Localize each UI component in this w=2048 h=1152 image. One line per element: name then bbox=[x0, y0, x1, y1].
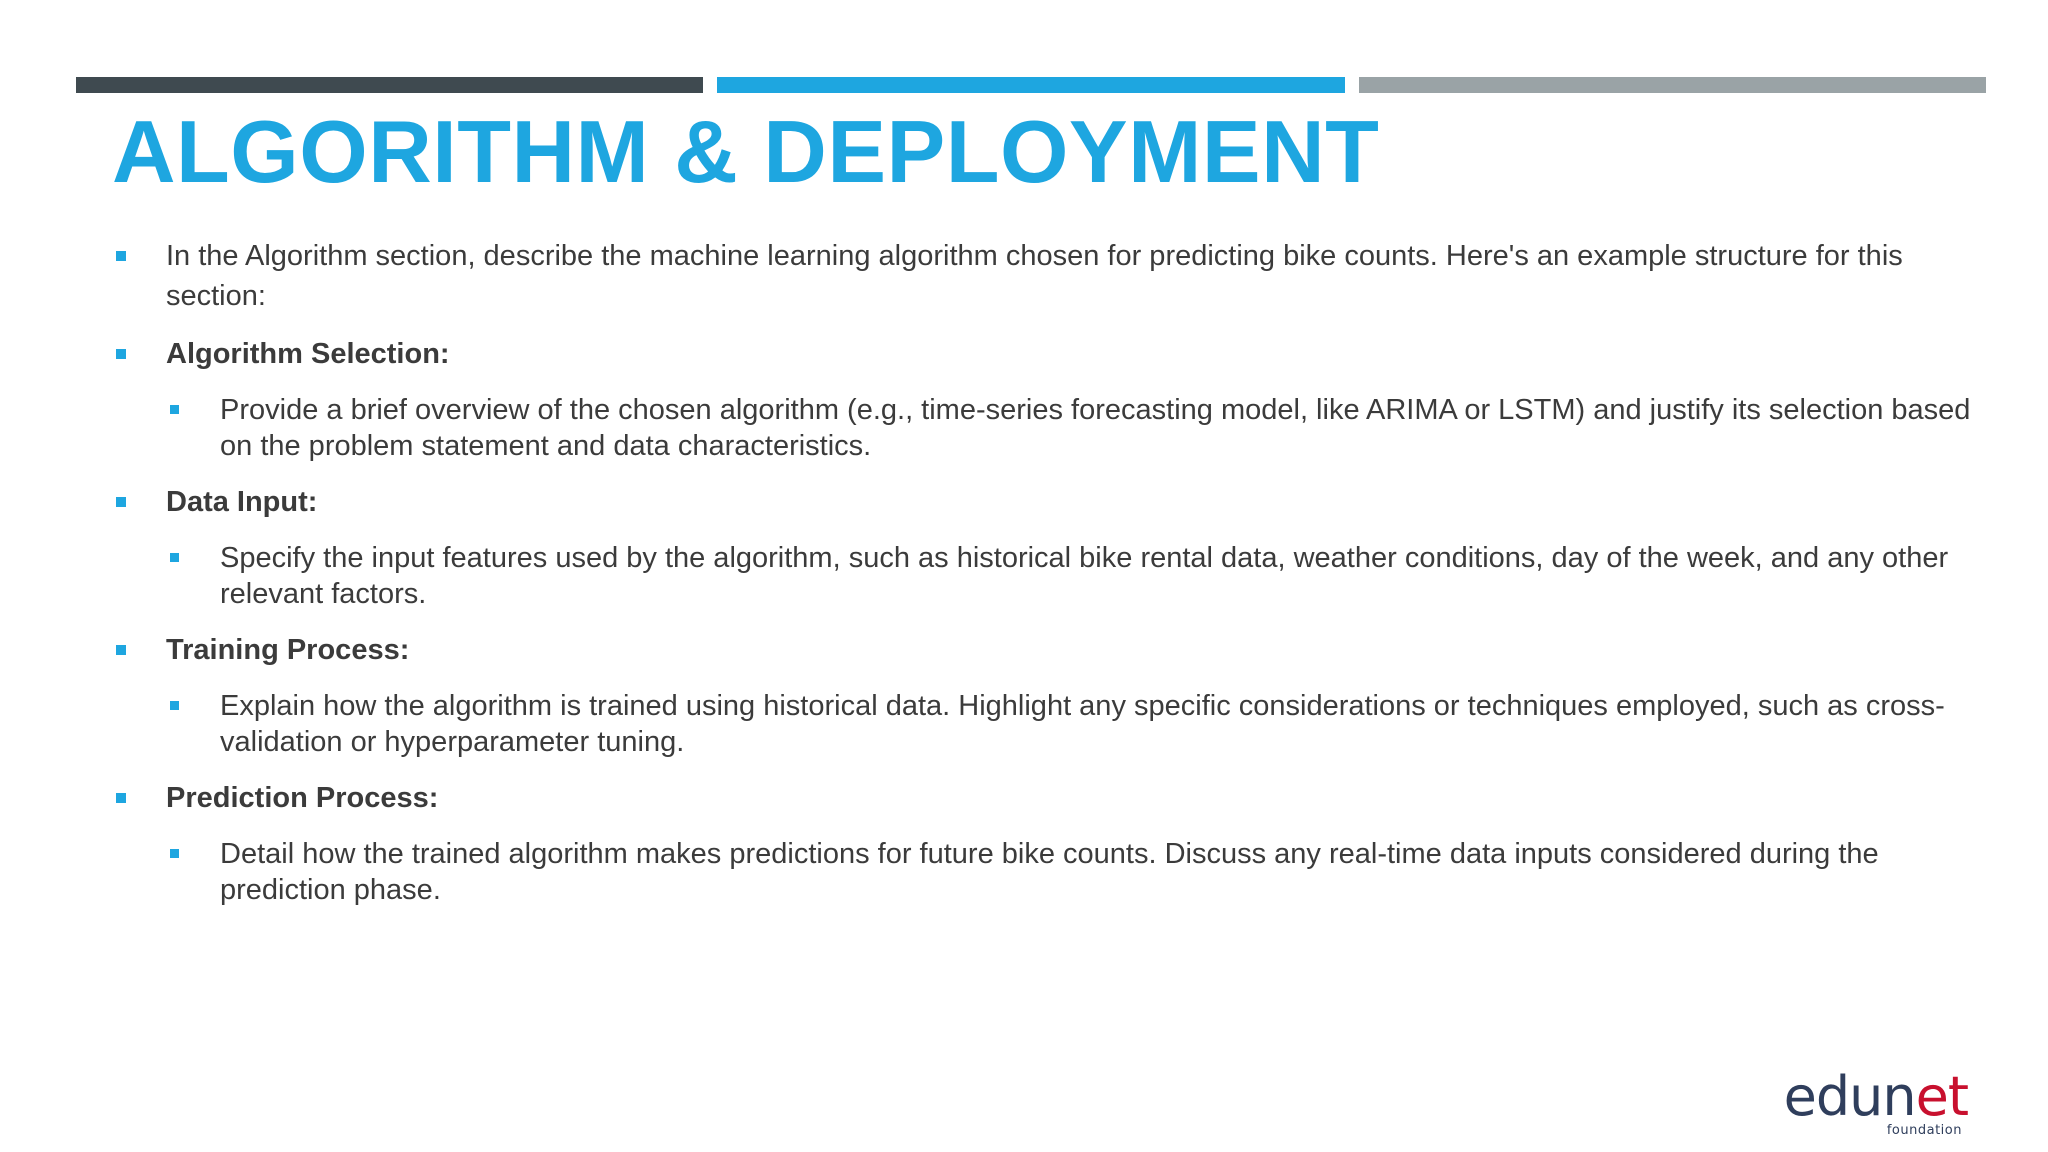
intro-bullet bbox=[112, 236, 1972, 316]
section-body-prediction-process bbox=[112, 836, 1972, 908]
square-bullet-icon bbox=[116, 251, 126, 261]
header-bar-gray bbox=[1359, 77, 1986, 93]
section-body-text: Detail how the trained algorithm makes predictions for future bike counts. Discuss any real-time data inputs considered during the prediction phase. bbox=[220, 838, 1879, 906]
header-bars bbox=[76, 77, 1986, 93]
square-bullet-icon bbox=[170, 701, 179, 710]
square-bullet-icon bbox=[116, 349, 126, 359]
section-heading-text: Training Process: bbox=[166, 634, 410, 666]
section-heading-text: Data Input: bbox=[166, 486, 318, 518]
section-heading-text: Algorithm Selection: bbox=[166, 338, 450, 370]
section-body-algorithm-selection bbox=[112, 392, 1972, 464]
header-bar-blue bbox=[717, 77, 1345, 93]
intro-text: In the Algorithm section, describe the machine learning algorithm chosen for predicting bike counts. Here's an example structure for this section: bbox=[166, 240, 1903, 312]
header-bar-dark bbox=[76, 77, 703, 93]
section-body-text: Specify the input features used by the algorithm, such as historical bike rental data, weather conditions, day of the week, and any other relevant factors. bbox=[220, 542, 1949, 610]
square-bullet-icon bbox=[116, 793, 126, 803]
square-bullet-icon bbox=[116, 645, 126, 655]
section-heading-algorithm-selection bbox=[112, 334, 1972, 374]
edunet-logo bbox=[1778, 1065, 1968, 1142]
square-bullet-icon bbox=[170, 849, 179, 858]
square-bullet-icon bbox=[116, 497, 126, 507]
section-heading-training-process bbox=[112, 630, 1972, 670]
section-heading-text: Prediction Process: bbox=[166, 782, 439, 814]
bullet-list bbox=[112, 236, 1972, 908]
logo-subtitle: foundation bbox=[1886, 1123, 1962, 1138]
section-body-data-input bbox=[112, 540, 1972, 612]
slide-title: ALGORITHM & DEPLOYMENT bbox=[112, 102, 1380, 201]
logo-wordmark: edunet bbox=[1783, 1065, 1968, 1128]
section-heading-prediction-process bbox=[112, 778, 1972, 818]
section-body-text: Provide a brief overview of the chosen algorithm (e.g., time-series forecasting model, like ARIMA or LSTM) and justify its selection based on the problem statement and data characteristics. bbox=[220, 394, 1971, 462]
square-bullet-icon bbox=[170, 405, 179, 414]
square-bullet-icon bbox=[170, 553, 179, 562]
section-body-text: Explain how the algorithm is trained using historical data. Highlight any specific considerations or techniques employed, such as cross-validation or hyperparameter tuning. bbox=[220, 690, 1945, 758]
section-body-training-process bbox=[112, 688, 1972, 760]
section-heading-data-input bbox=[112, 482, 1972, 522]
